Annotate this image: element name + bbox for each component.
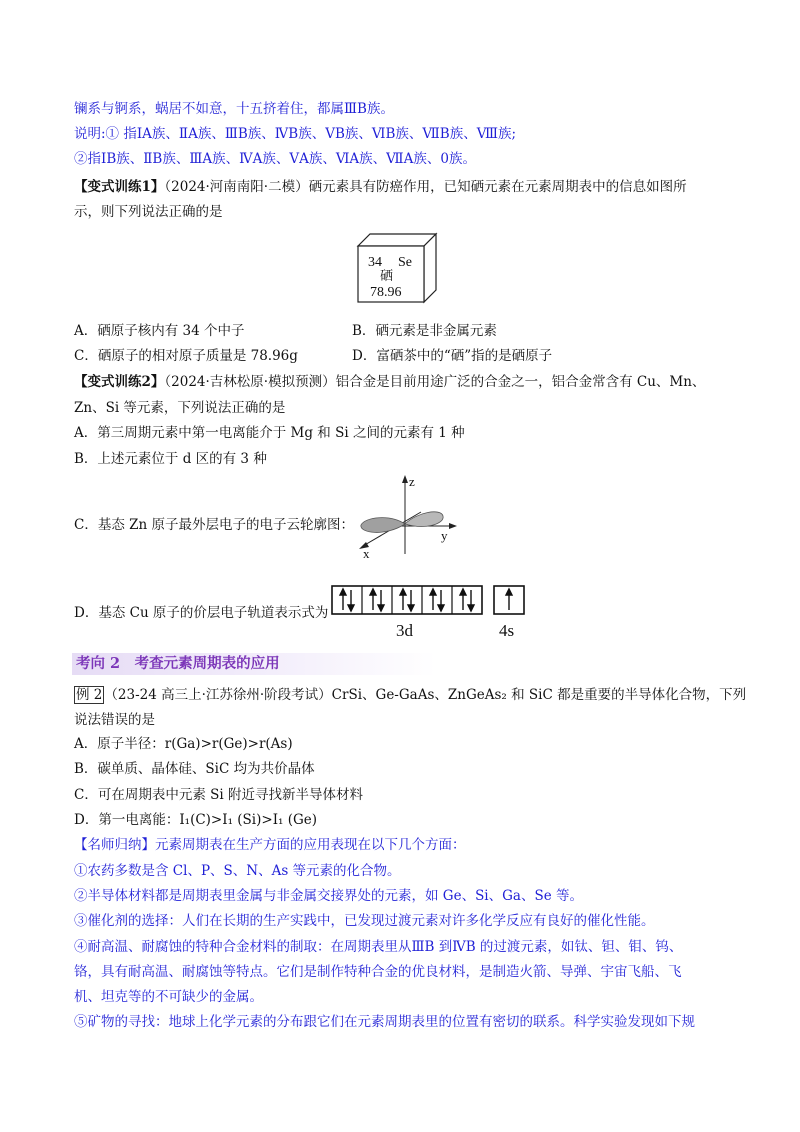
q2-option-c[interactable]: C．基态 Zn 原子最外层电子的电子云轮廓图： (74, 517, 354, 533)
element-cell-figure (356, 232, 440, 306)
summary-point-4a: ④耐高温、耐腐蚀的特种合金材料的制取：在周期表里从ⅢB 到ⅣB 的过渡元素，如钛、钽、钼、钨、 (74, 939, 683, 955)
element-symbol: Se (398, 255, 412, 270)
summary-intro: 元素周期表在生产方面的应用表现在以下几个方面： (155, 837, 466, 853)
summary-point-3: ③催化剂的选择：人们在长期的生产实践中，已发现过渡元素对许多化学反应有良好的催化性能。 (74, 913, 655, 929)
q2-tag: 【变式训练2】 (74, 374, 165, 390)
q1-option-c[interactable]: C．硒原子的相对原子质量是 78.96g (74, 348, 298, 364)
ex2-stem-line2: 说法错误的是 (74, 712, 155, 728)
q2-stem-text: （2024·吉林松原·模拟预测）铝合金是目前用途广泛的合金之一，铝合金常含有 Cu、Mn、 (164, 374, 706, 390)
section-heading: 考向 2 考查元素周期表的应用 (72, 653, 436, 675)
q2-option-d[interactable]: D．基态 Cu 原子的价层电子轨道表示式为 (74, 605, 329, 621)
q1-stem-line1 (74, 178, 687, 196)
label-3d: 3d (396, 621, 413, 640)
q1-option-b[interactable]: B．硒元素是非金属元素 (352, 323, 497, 339)
q1-option-a[interactable]: A．硒原子核内有 34 个中子 (74, 323, 245, 339)
ex2-option-a[interactable]: A．原子半径：r(Ga)>r(Ge)>r(As) (74, 736, 293, 752)
q2-stem-line1 (74, 373, 705, 391)
ex2-option-d[interactable]: D．第一电离能：I₁(C)>I₁ (Si)>I₁ (Ge) (74, 812, 318, 828)
summary-intro-line (74, 836, 466, 854)
orbital-diagram (326, 584, 536, 640)
element-number: 34 (368, 255, 382, 270)
q2-option-a[interactable]: A．第三周期元素中第一电离能介于 Mg 和 Si 之间的元素有 1 种 (74, 425, 465, 441)
ex2-stem-line1 (74, 686, 746, 704)
summary-point-1: ①农药多数是含 Cl、P、S、N、As 等元素的化合物。 (74, 863, 401, 879)
ex2-option-c[interactable]: C．可在周期表中元素 Si 附近寻找新半导体材料 (74, 787, 363, 803)
q2-option-b[interactable]: B．上述元素位于 d 区的有 3 种 (74, 451, 267, 467)
label-4s: 4s (499, 621, 515, 640)
q1-stem-line2: 示，则下列说法正确的是 (74, 204, 223, 220)
note-line-1: 说明:① 指ⅠA族、ⅡA族、ⅢB族、ⅣB族、ⅤB族、ⅥB族、ⅦB族、Ⅷ族; (74, 126, 517, 142)
summary-tag: 【名师归纳】 (74, 837, 155, 853)
q1-stem-text: （2024·河南南阳·二模）硒元素具有防癌作用，已知硒元素在元素周期表中的信息如图所 (164, 179, 687, 195)
element-mass: 78.96 (370, 285, 402, 300)
ex2-stem-text: （23-24 高三上·江苏徐州·阶段考试）CrSi、Ge-GaAs、ZnGeAs₂ 和 SiC 都是重要的半导体化合物，下列 (104, 687, 747, 703)
axis-y-label: y (441, 528, 448, 543)
q2-stem-line2: Zn、Si 等元素，下列说法正确的是 (74, 400, 286, 416)
p-orbital-figure (345, 472, 470, 562)
summary-point-2: ②半导体材料都是周期表里金属与非金属交接界处的元素，如 Ge、Si、Ga、Se 等。 (74, 888, 583, 904)
q1-tag: 【变式训练1】 (74, 179, 165, 195)
note-line-2: ②指ⅠB族、ⅡB族、ⅢA族、ⅣA族、ⅤA族、ⅥA族、ⅦA族、0族。 (74, 151, 476, 167)
element-name: 硒 (380, 268, 394, 283)
ex2-option-b[interactable]: B．碳单质、晶体硅、SiC 均为共价晶体 (74, 761, 315, 777)
summary-point-4b: 铬，具有耐高温、耐腐蚀等特点。它们是制作特种合金的优良材料，是制造火箭、导弹、宇宙飞船、飞 (74, 964, 682, 980)
axis-x-label: x (363, 546, 370, 561)
q1-option-d[interactable]: D．富硒茶中的“硒”指的是硒原子 (352, 348, 553, 364)
axis-z-label: z (409, 474, 415, 489)
summary-point-4c: 机、坦克等的不可缺少的金属。 (74, 989, 263, 1005)
summary-point-5: ⑤矿物的寻找：地球上化学元素的分布跟它们在元素周期表里的位置有密切的联系。科学实验发现如下规 (74, 1014, 695, 1030)
mnemonic-line: 镧系与锕系，蜗居不如意，十五挤着住，都属ⅢB族。 (74, 101, 394, 117)
ex2-tag: 例 2 (76, 687, 103, 703)
